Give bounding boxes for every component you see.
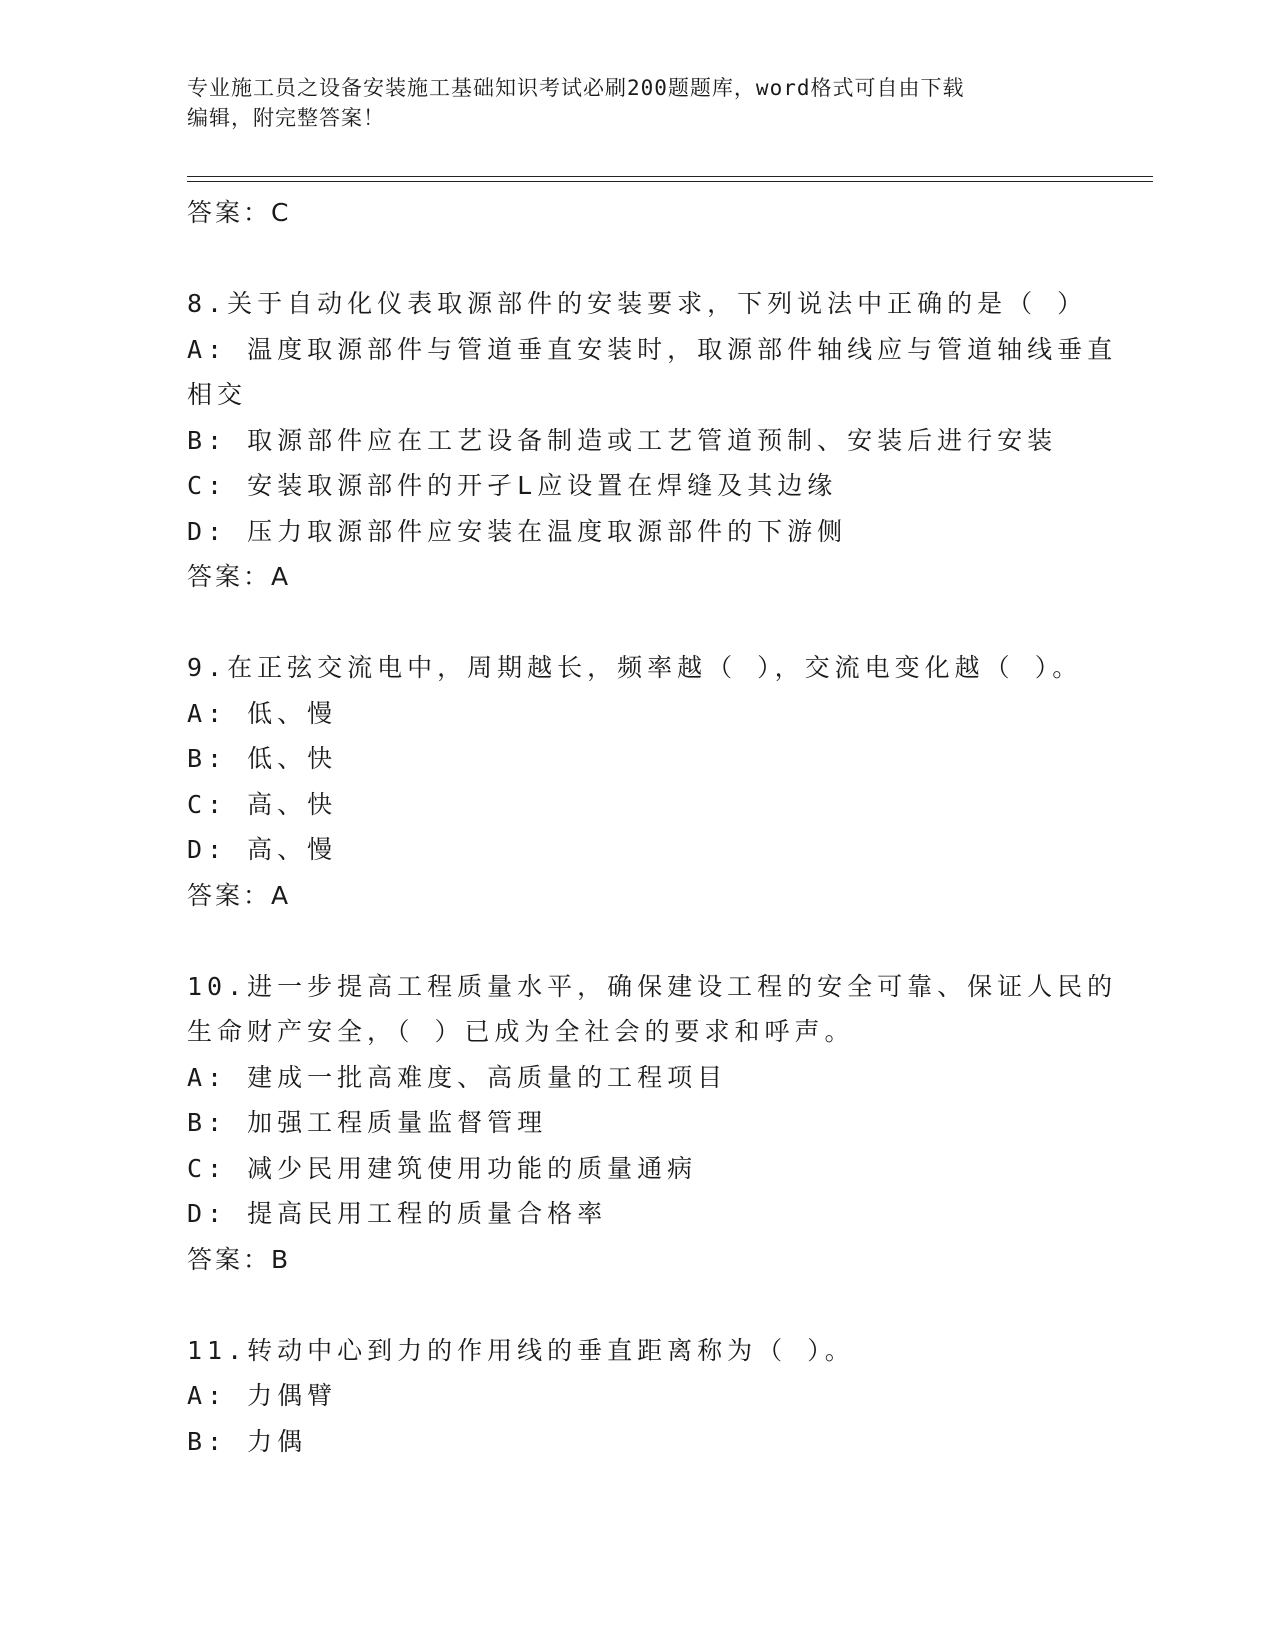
previous-answer: 答案：C — [187, 198, 292, 227]
answer: 答案：A — [187, 880, 292, 910]
option-a: A: 低、慢 — [187, 698, 338, 728]
header-double-rule — [187, 176, 1153, 182]
option-c: C: 高、快 — [187, 789, 338, 819]
option-a-continued: 相交 — [187, 380, 248, 409]
document-header — [187, 73, 1067, 133]
option-d: D: 压力取源部件应安装在温度取源部件的下游侧 — [187, 516, 848, 546]
question-9 — [187, 645, 1087, 918]
question-text: 11.转动中心到力的作用线的垂直距离称为（ ）。 — [187, 1335, 855, 1365]
option-b: B: 低、快 — [187, 744, 338, 773]
option-b: B: 加强工程质量监督管理 — [187, 1108, 548, 1137]
question-text: 10.进一步提高工程质量水平，确保建设工程的安全可靠、保证人民的 — [187, 971, 1118, 1001]
question-10 — [187, 964, 1118, 1283]
option-a: A: 温度取源部件与管道垂直安装时，取源部件轴线应与管道轴线垂直 — [187, 334, 1118, 364]
question-text: 8.关于自动化仪表取源部件的安装要求，下列说法中正确的是（ ） — [187, 289, 1088, 318]
option-a: A: 力偶臂 — [187, 1381, 338, 1410]
option-b: B: 取源部件应在工艺设备制造或工艺管道预制、安装后进行安装 — [187, 425, 1058, 455]
spacer — [187, 1282, 1087, 1328]
option-a: A: 建成一批高难度、高质量的工程项目 — [187, 1062, 728, 1092]
header-title-line-1: 专业施工员之设备安装施工基础知识考试必刷200题题库，word格式可自由下载 — [187, 76, 965, 100]
question-list — [187, 190, 1118, 1464]
option-d: D: 提高民用工程的质量合格率 — [187, 1199, 608, 1228]
spacer — [187, 918, 1087, 964]
answer: 答案：A — [187, 562, 292, 591]
spacer — [187, 600, 1087, 646]
spacer — [187, 236, 1087, 282]
header-title-line-2: 编辑，附完整答案！ — [187, 106, 385, 130]
answer: 答案：B — [187, 1244, 292, 1274]
question-8 — [187, 281, 1118, 600]
question-11 — [187, 1328, 1087, 1465]
option-d: D: 高、慢 — [187, 835, 338, 864]
option-c: C: 减少民用建筑使用功能的质量通病 — [187, 1153, 698, 1183]
question-text-continued: 生命财产安全，（ ）已成为全社会的要求和呼声。 — [187, 1017, 855, 1046]
option-c: C: 安装取源部件的开孑L应设置在焊缝及其边缘 — [187, 471, 838, 500]
option-b: B: 力偶 — [187, 1426, 308, 1456]
question-text: 9.在正弦交流电中，周期越长，频率越（ ），交流电变化越（ ）。 — [187, 653, 1083, 682]
